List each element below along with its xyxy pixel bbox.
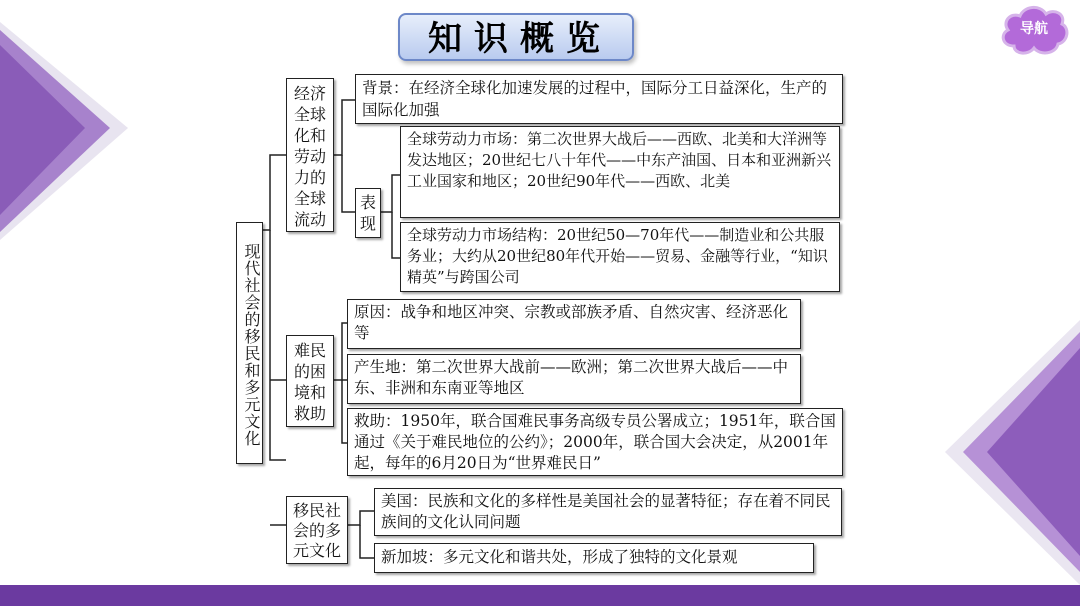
branch-economic-label: 经济全球化和劳动力的全球流动 [293,84,326,229]
branch-economic [286,78,334,232]
refugee-origins: 产生地：第二次世界大战前——欧洲；第二次世界大战后——中东、非洲和东南亚等地区 [347,354,801,404]
nav-label: 导航 [1020,21,1048,37]
branch-multicultural-label: 移民社会的多元文化 [292,501,341,560]
refugee-causes: 原因：战争和地区冲突、宗教或部族矛盾、自然灾害、经济恶化等 [347,299,801,349]
manifestation-node [355,188,381,238]
multicultural-singapore: 新加坡：多元文化和谐共处，形成了独特的文化景观 [374,543,814,573]
refugee-relief: 救助：1950年，联合国难民事务高级专员公署成立；1951年，联合国通过《关于难民地位的公约》；2000年，联合国大会决定，从2001年起，每年的6月20日为“世界难民日” [347,408,843,476]
manifestation-label: 表现 [359,193,376,233]
root-label: 现代社会的移民和多元文化 [242,242,261,447]
branch-multicultural [286,496,348,564]
branch-refugees [286,335,334,427]
labor-market: 全球劳动力市场：第二次世界大战后——西欧、北美和大洋洲等发达地区；20世纪七八十年代——中东产油国、日本和亚洲新兴工业国家和地区；20世纪90年代——西欧、北美 [400,126,840,218]
multicultural-usa: 美国：民族和文化的多样性是美国社会的显著特征；存在着不同民族间的文化认同问题 [374,488,842,536]
branch-refugees-label: 难民的困境和救助 [293,341,326,423]
economic-background: 背景：在经济全球化加速发展的过程中，国际分工日益深化，生产的国际化加强 [355,74,843,124]
root-topic [236,222,263,464]
labor-market-structure: 全球劳动力市场结构：20世纪50—70年代——制造业和公共服务业；大约从20世纪80年代开始——贸易、金融等行业，“知识精英”与跨国公司 [400,222,840,292]
page-title: 知识概览 [398,13,634,61]
